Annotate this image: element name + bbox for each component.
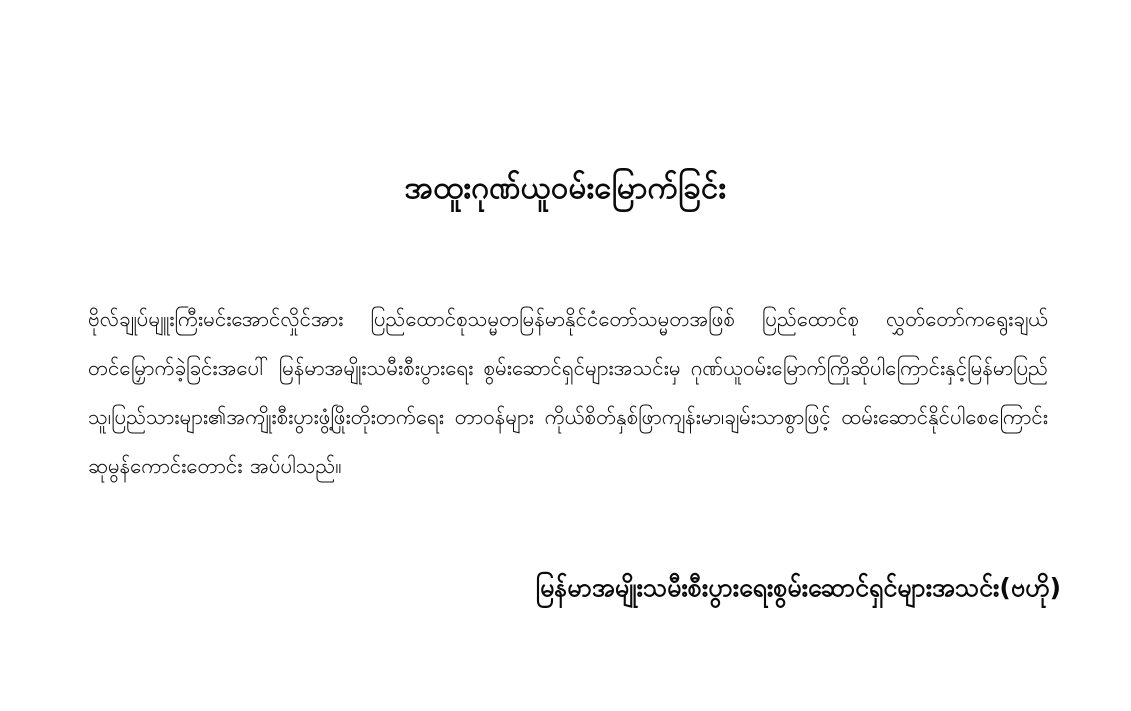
document-body-paragraph: ဗိုလ်ချုပ်မျူးကြီးမင်းအောင်လှိုင်အား ပြည်ထောင်စုသမ္မတမြန်မာနိုင်ငံတော်သမ္မတအဖြစ် ပြည်ထောင်စု လွှတ်တော်ကရွေးချယ်တင်မြှောက်ခဲ့ခြင်းအပေါ် မြန်မာအမျိုးသမီးစီးပွားရေး စွမ်းဆောင်ရှင်များအသင်းမှ ဂုဏ်ယူဝမ်းမြောက်ကြိုဆိုပါကြောင်းနှင့်မြန်မာပြည်သူ၊ပြည်သားများ၏အကျိုးစီးပွားဖွံ့ဖြိုးတိုးတက်ရေး တာဝန်များ ကိုယ်စိတ်နှစ်ဖြာကျန်းမာ၊ချမ်းသာစွာဖြင့် ထမ်းဆောင်နိုင်ပါစေကြောင်း ဆုမွန်ကောင်းတောင်း အပ်ပါသည်။ — [88, 307, 1048, 478]
document-title: အထူးဂုဏ်ယူဝမ်းမြောက်ခြင်း — [404, 170, 727, 206]
document-signature: မြန်မာအမျိုးသမီးစီးပွားရေးစွမ်းဆောင်ရှင်များအသင်း(ဗဟို) — [535, 573, 1061, 602]
document-body — [88, 295, 1048, 491]
